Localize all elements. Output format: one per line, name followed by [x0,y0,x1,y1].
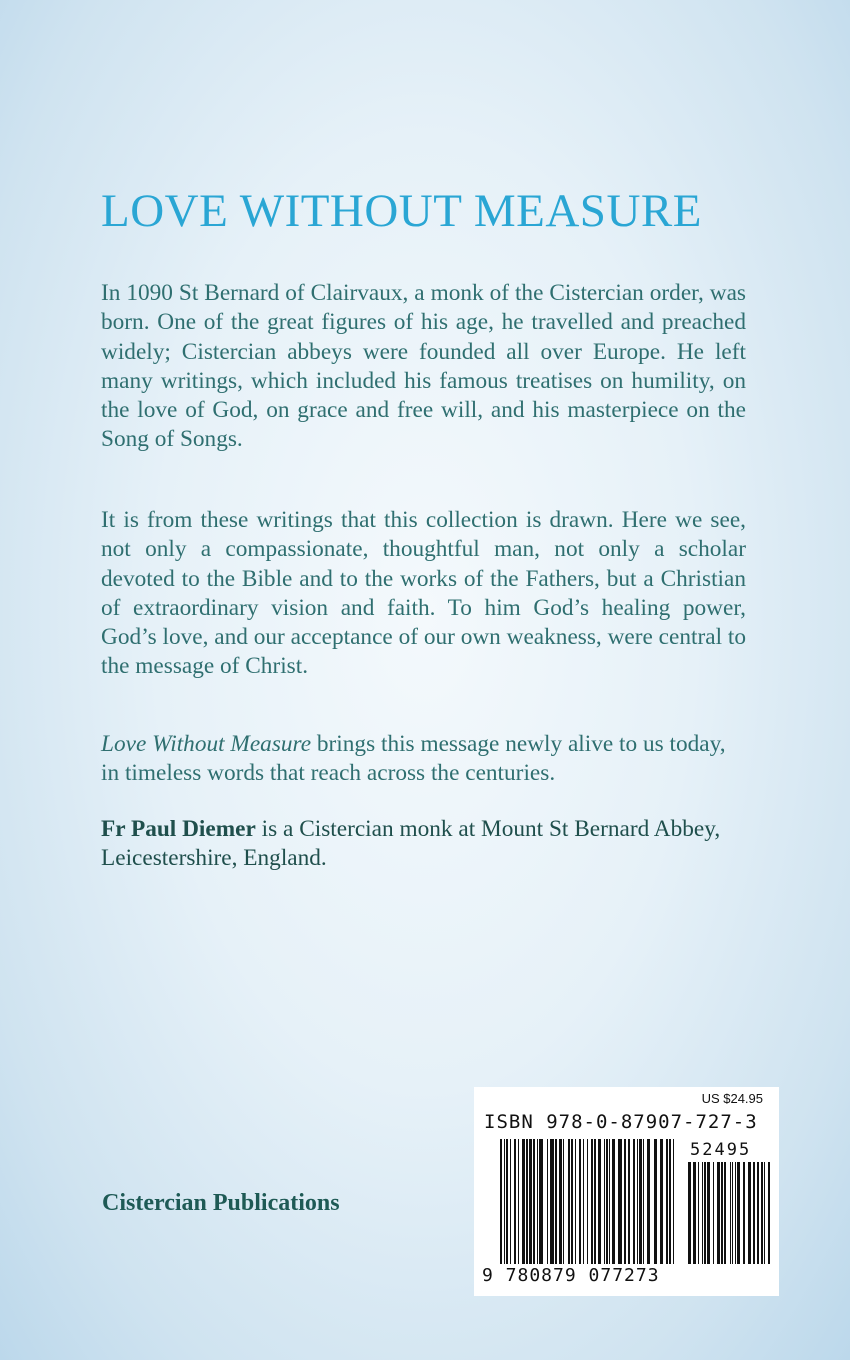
barcode-bar [704,1162,706,1264]
barcode-bar [761,1162,763,1264]
ean-digits: 9 780879 077273 [482,1265,660,1286]
barcode-bar [612,1139,615,1264]
barcode-bar [721,1162,723,1264]
barcode-bar [624,1139,626,1264]
barcode-bar [587,1139,588,1264]
book-title-italic: Love Without Measure [101,731,312,757]
book-title: LOVE WITHOUT MEASURE [101,185,702,237]
barcode-bar [707,1162,710,1264]
barcode-bar [609,1139,610,1264]
paragraph-3-text: brings this message newly alive to us today, in timeless words that reach across the centuries. [101,731,726,787]
barcode-bar [698,1162,699,1264]
barcode-bar [591,1139,593,1264]
barcode-box [474,1087,779,1296]
barcode-bar [550,1139,554,1264]
barcode-bar [737,1162,740,1264]
barcode-bar [555,1139,557,1264]
barcode-bar [753,1162,755,1264]
barcode-bar [743,1162,745,1264]
publisher-name: Cistercian Publications [102,1190,340,1216]
barcode-bar [506,1139,508,1264]
barcode-bar [571,1139,573,1264]
barcode-bar [673,1139,674,1264]
description-paragraph-3 [101,730,746,789]
addon-barcode-bars [688,1162,770,1264]
barcode-bar [500,1139,502,1264]
barcode-bar [757,1162,759,1264]
barcode-bar [583,1139,584,1264]
barcode-bar [643,1139,644,1264]
barcode-bar [604,1139,605,1264]
barcode-bar [702,1162,703,1264]
barcode-bar [518,1139,519,1264]
barcode-bar [724,1162,726,1264]
barcode-bar [510,1139,511,1264]
barcode-bar [504,1139,505,1264]
price-label: US $24.95 [701,1091,763,1106]
isbn-label: ISBN 978-0-87907-727-3 [484,1111,758,1133]
barcode-bar [579,1139,581,1264]
barcode-bar [717,1162,720,1264]
barcode-bar [639,1139,642,1264]
barcode-bar [539,1139,543,1264]
barcode-bar [768,1162,770,1264]
barcode-bar [529,1139,532,1264]
barcode-bar [647,1139,650,1264]
barcode-bar [666,1139,668,1264]
barcode-bar [660,1139,663,1264]
barcode-bar [568,1139,570,1264]
barcode-bar [748,1162,751,1264]
barcode-bar [537,1139,538,1264]
barcode-bar [654,1139,657,1264]
barcode-bar [522,1139,525,1264]
barcode-bar [693,1162,696,1264]
description-paragraph-2: It is from these writings that this collection is drawn. Here we see, not only a compassionate, thoughtful man, not only a scholar devoted to the Bible and to the works of the Fathers, but a Christian of extraordinary vision and faith. To him God’s healing power, God’s love, and our acceptance of our own weakness, were central to the message of Christ. [101,507,746,680]
barcode-bar [730,1162,731,1264]
barcode-bar [514,1139,516,1264]
barcode-bar [563,1139,564,1264]
addon-digits: 52495 [690,1140,752,1160]
barcode-bar [533,1139,535,1264]
ean-barcode-bars [500,1139,674,1264]
barcode-bar [637,1139,638,1264]
barcode-bar [598,1139,601,1264]
author-name: Fr Paul Diemer [101,816,256,842]
barcode-bar [618,1139,622,1264]
barcode-bar [526,1139,528,1264]
barcode-bar [628,1139,630,1264]
barcode-bar [713,1162,714,1264]
barcode-bar [764,1162,765,1264]
barcode-bar [735,1162,736,1264]
barcode-bar [575,1139,576,1264]
barcode-bar [732,1162,733,1264]
barcode-bar [633,1139,635,1264]
author-bio [101,815,746,874]
barcode-bar [559,1139,562,1264]
barcode-bar [547,1139,548,1264]
author-bio-text: is a Cistercian monk at Mount St Bernard Abbey, Leicestershire, England. [101,816,721,872]
barcode-bar [606,1139,608,1264]
barcode-bar [669,1139,671,1264]
barcode-bar [688,1162,691,1264]
barcode-bar [594,1139,596,1264]
description-paragraph-1: In 1090 St Bernard of Clairvaux, a monk of the Cistercian order, was born. One of the great figures of his age, he travelled and preached widely; Cistercian abbeys were founded all over Europe. He left many writings, which included his famous treatises on humility, on the love of God, on grace and free will, and his masterpiece on the Song of Songs. [101,280,746,453]
